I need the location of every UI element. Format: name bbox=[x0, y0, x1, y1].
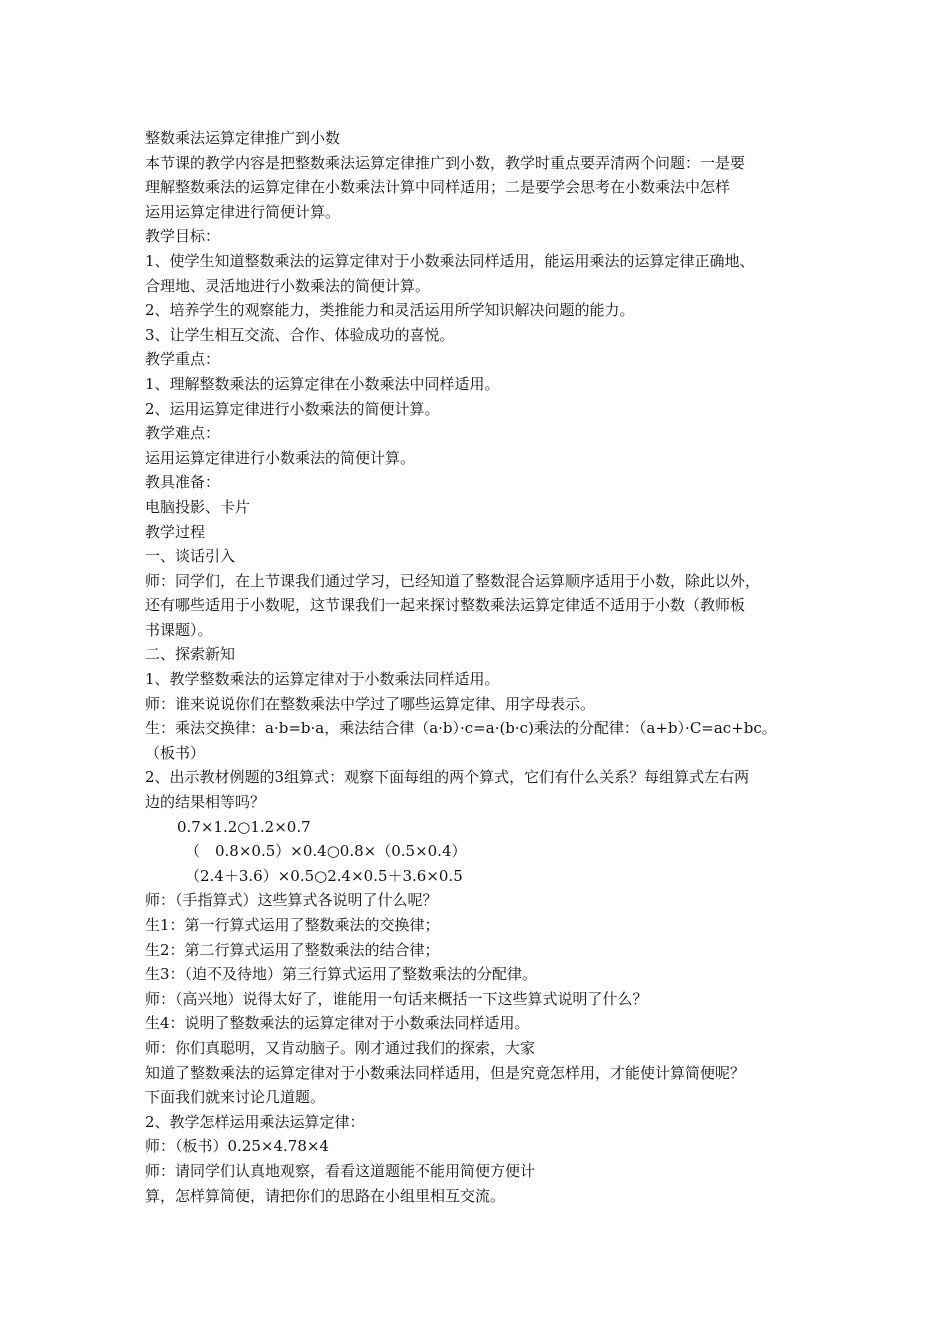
section-heading-difficulty: 教学难点： bbox=[145, 424, 221, 443]
student-1-answer: 生1：第一行算式运用了整数乘法的交换律； bbox=[145, 916, 440, 934]
section-heading-key-points: 教学重点： bbox=[145, 350, 221, 369]
equation-1: 0.7×1.2○1.2×0.7 bbox=[177, 817, 311, 836]
teacher-prompt: 师：（手指算式）这些算式各说明了什么呢？ bbox=[145, 891, 438, 910]
student-4-answer: 生4：说明了整数乘法的运算定律对于小数乘法同样适用。 bbox=[145, 1014, 530, 1033]
part-1-heading: 一、谈话引入 bbox=[145, 547, 236, 566]
board-example: 师：（板书）0.25×4.78×4 bbox=[145, 1137, 329, 1156]
section-heading-materials: 教具准备： bbox=[145, 473, 221, 492]
goal-1-line-1: 1、使学生知道整数乘法的运算定律对于小数乘法同样适用，能运用乘法的运算定律正确地、 bbox=[145, 251, 755, 270]
intro-line-1: 本节课的教学内容是把整数乘法运算定律推广到小数，教学时重点要弄清两个问题：一是要 bbox=[145, 153, 746, 172]
step-2b-heading: 2、教学怎样运用乘法运算定律： bbox=[145, 1112, 365, 1131]
step-2-line-1: 2、出示教材例题的3组算式：观察下面每组的两个算式，它们有什么关系？每组算式左右两 bbox=[145, 768, 750, 787]
key-point-2: 2、运用运算定律进行小数乘法的简便计算。 bbox=[145, 399, 440, 418]
section-heading-process: 教学过程 bbox=[145, 522, 206, 541]
goal-2: 2、培养学生的观察能力，类推能力和灵活运用所学知识解决问题的能力。 bbox=[145, 301, 635, 320]
teacher-instruction-line-1: 师：请同学们认真地观察，看看这道题能不能用简便方便计 bbox=[145, 1161, 536, 1180]
teacher-intro-line-3: 书课题）。 bbox=[145, 620, 213, 639]
student-3-answer: 生3：（迫不及待地）第三行算式运用了整数乘法的分配律。 bbox=[145, 965, 538, 984]
teacher-summary-line-3: 下面我们就来讨论几道题。 bbox=[145, 1088, 326, 1107]
equation-2: （ 0.8×0.5）×0.4○0.8×（0.5×0.4） bbox=[185, 842, 467, 861]
teacher-praise: 师：（高兴地）说得太好了，谁能用一句话来概括一下这些算式说明了什么？ bbox=[145, 989, 648, 1008]
key-point-1: 1、理解整数乘法的运算定律在小数乘法中同样适用。 bbox=[145, 374, 500, 393]
teacher-instruction-line-2: 算，怎样算简便，请把你们的思路在小组里相互交流。 bbox=[145, 1186, 506, 1205]
goal-1-line-2: 合理地、灵活地进行小数乘法的简便计算。 bbox=[145, 276, 431, 295]
teacher-summary-line-1: 师：你们真聪明，又肯动脑子。刚才通过我们的探索，大家 bbox=[145, 1038, 536, 1057]
board-note: （板书） bbox=[145, 743, 206, 762]
document-body bbox=[145, 126, 825, 1208]
teacher-intro-line-1: 师：同学们，在上节课我们通过学习，已经知道了整数混合运算顺序适用于小数，除此以外， bbox=[145, 571, 761, 590]
step-1-heading: 1、教学整数乘法的运算定律对于小数乘法同样适用。 bbox=[145, 670, 500, 689]
materials-text: 电脑投影、卡片 bbox=[145, 497, 251, 516]
difficulty-text: 运用运算定律进行小数乘法的简便计算。 bbox=[145, 448, 416, 467]
section-heading-goals: 教学目标： bbox=[145, 227, 221, 246]
step-2-line-2: 边的结果相等吗？ bbox=[145, 793, 266, 812]
intro-line-3: 运用运算定律进行简便计算。 bbox=[145, 202, 341, 221]
student-answer-laws: 生：乘法交换律：a·b=b·a，乘法结合律（a·b）·c=a·(b·c)乘法的分配律：（a+b）·C=ac+bc。 bbox=[145, 719, 777, 738]
goal-3: 3、让学生相互交流、合作、体验成功的喜悦。 bbox=[145, 325, 455, 344]
student-2-answer: 生2：第二行算式运用了整数乘法的结合律； bbox=[145, 940, 440, 959]
teacher-intro-line-2: 还有哪些适用于小数呢，这节课我们一起来探讨整数乘法运算定律适不适用于小数（教师板 bbox=[145, 596, 746, 615]
document-title: 整数乘法运算定律推广到小数 bbox=[145, 129, 341, 147]
teacher-summary-line-2: 知道了整数乘法的运算定律对于小数乘法同样适用，但是究竟怎样用，才能使计算简便呢？ bbox=[145, 1063, 746, 1082]
part-2-heading: 二、探索新知 bbox=[145, 645, 236, 664]
teacher-question: 师：谁来说说你们在整数乘法中学过了哪些运算定律、用字母表示。 bbox=[145, 694, 596, 713]
equation-3: （2.4＋3.6）×0.5○2.4×0.5＋3.6×0.5 bbox=[185, 866, 463, 885]
intro-line-2: 理解整数乘法的运算定律在小数乘法计算中同样适用；二是要学会思考在小数乘法中怎样 bbox=[145, 178, 731, 197]
